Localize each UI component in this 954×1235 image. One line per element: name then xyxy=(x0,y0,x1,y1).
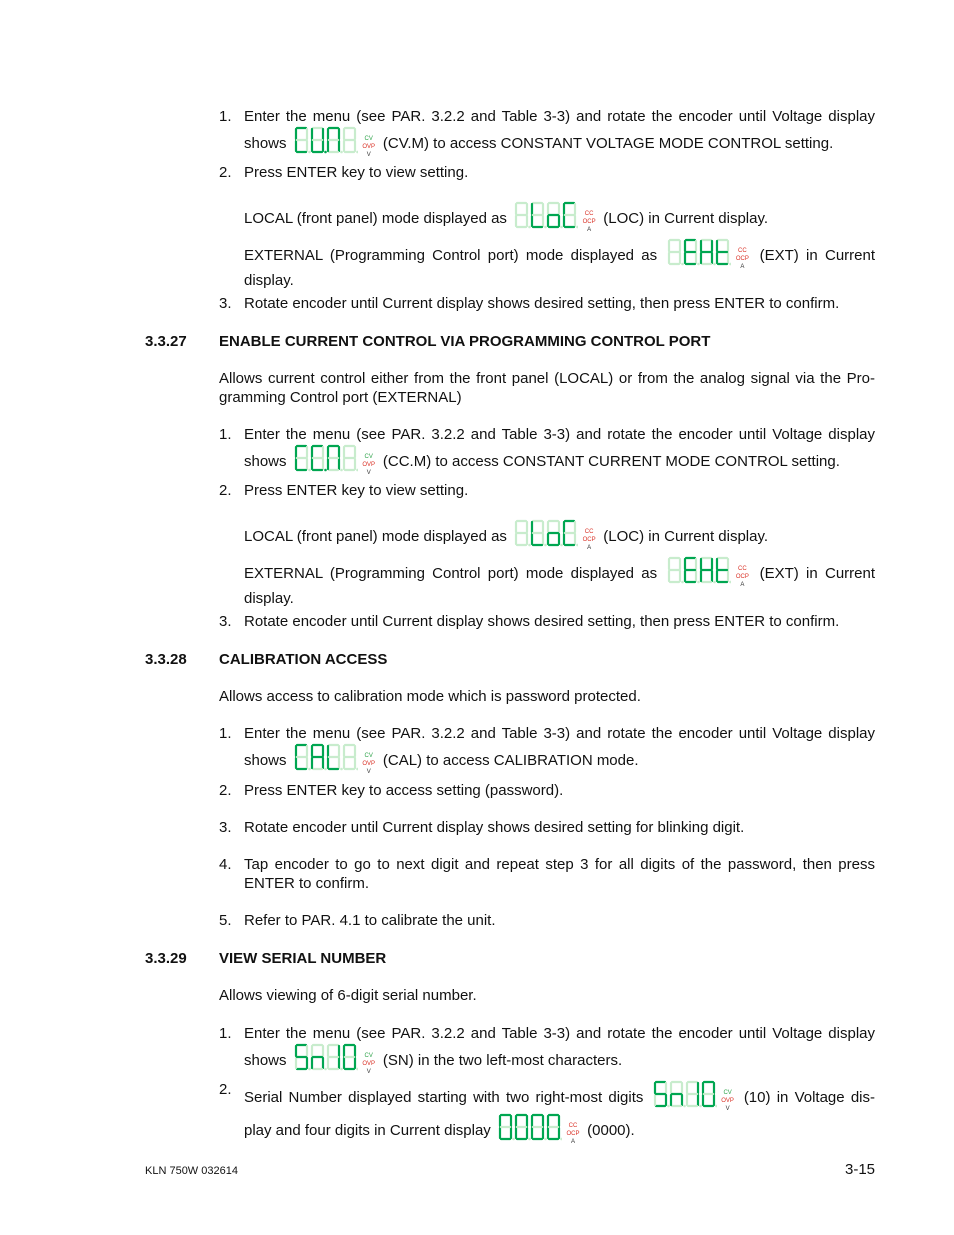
step-number: 1. xyxy=(219,1025,232,1042)
step-number: 3. xyxy=(219,295,232,312)
current-display-ext xyxy=(667,556,731,584)
step-text: Rotate encoder until Current display shows desired setting, then press ENTER to confirm. xyxy=(244,613,840,630)
voltage-indicator-labels: CV OVP V xyxy=(362,1053,376,1075)
step-1 xyxy=(219,1024,875,1076)
step-number: 3. xyxy=(219,613,232,630)
current-display-ext xyxy=(667,238,731,266)
external-mode-line: EXTERNAL (Programming Control port) mode displayed as CC OCP A (EXT) in Current display. xyxy=(244,238,875,290)
voltage-display-sn xyxy=(294,1043,358,1071)
step-number: 1. xyxy=(219,108,232,125)
step-text: Enter the menu (see PAR. 3.2.2 and Table 3-3) and rotate the encoder until Voltage display shows CV OVP V (CAL) to access CALIBRATION mode. xyxy=(244,725,875,775)
local-mode-line: LOCAL (front panel) mode displayed as CC OCP A (LOC) in Current display. xyxy=(244,519,875,552)
step-number: 1. xyxy=(219,426,232,443)
section-title: VIEW SERIAL NUMBER xyxy=(219,950,387,967)
step-3 xyxy=(219,294,875,313)
current-indicator-labels: CC OCP A xyxy=(735,248,749,270)
section-number: 3.3.29 xyxy=(145,950,187,967)
external-mode-line: EXTERNAL (Programming Control port) mode displayed as CC OCP A (EXT) in Current display. xyxy=(244,556,875,608)
step-text: Refer to PAR. 4.1 to calibrate the unit. xyxy=(244,912,496,929)
voltage-indicator-labels: CV OVP V xyxy=(362,136,376,158)
section-title: CALIBRATION ACCESS xyxy=(219,651,388,668)
step-number: 4. xyxy=(219,856,232,873)
voltage-display-ccm xyxy=(294,444,358,472)
step-number: 2. xyxy=(219,782,232,799)
section-intro: Allows current control either from the front panel (LOCAL) or from the analog signal via the Pro-gramming Control port (EXTERNAL) xyxy=(219,370,875,406)
current-display-loc xyxy=(514,519,578,547)
step-number: 3. xyxy=(219,819,232,836)
voltage-display-cal xyxy=(294,743,358,771)
step-text: Enter the menu (see PAR. 3.2.2 and Table 3-3) and rotate the encoder until Voltage display shows CV OVP V (CC.M) to access CONSTANT CURRENT MODE CONTROL setting. xyxy=(244,426,875,476)
section-title: ENABLE CURRENT CONTROL VIA PROGRAMMING CONTROL PORT xyxy=(219,333,711,350)
current-indicator-labels: CC OCP A xyxy=(735,566,749,588)
step-text: Serial Number displayed starting with two right-most digits CV OVP V (10) in Voltage dis-play and four digits in Current display CC OCP A (0000). xyxy=(244,1080,875,1146)
step-number: 2. xyxy=(219,482,232,499)
step-number: 1. xyxy=(219,725,232,742)
step-2 xyxy=(219,163,875,182)
voltage-indicator-labels: CV OVP V xyxy=(362,753,376,775)
step-2 xyxy=(219,781,875,800)
step-text: Press ENTER key to access setting (password). xyxy=(244,782,564,799)
step-text: Rotate encoder until Current display shows desired setting for blinking digit. xyxy=(244,819,745,836)
current-indicator-labels: CC OCP A xyxy=(566,1123,580,1145)
local-mode-line: LOCAL (front panel) mode displayed as CC OCP A (LOC) in Current display. xyxy=(244,201,875,234)
voltage-indicator-labels: CV OVP V xyxy=(362,454,376,476)
step-4 xyxy=(219,855,875,893)
current-indicator-labels: CC OCP A xyxy=(582,211,596,233)
current-indicator-labels: CC OCP A xyxy=(582,529,596,551)
step-text: Rotate encoder until Current display shows desired setting, then press ENTER to confirm. xyxy=(244,295,840,312)
step-1 xyxy=(219,425,875,477)
step-text: Enter the menu (see PAR. 3.2.2 and Table 3-3) and rotate the encoder until Voltage display shows CV OVP V (CV.M) to access CONSTANT VOLTAGE MODE CONTROL setting. xyxy=(244,108,875,158)
voltage-display-sn10 xyxy=(653,1080,717,1108)
step-1 xyxy=(219,107,875,159)
step-number: 5. xyxy=(219,912,232,929)
section-intro: Allows access to calibration mode which is password protected. xyxy=(219,688,641,705)
step-3 xyxy=(219,612,875,631)
page-number: 3-15 xyxy=(845,1161,876,1178)
step-3 xyxy=(219,818,875,837)
step-text: Press ENTER key to view setting. xyxy=(244,482,469,499)
section-number: 3.3.28 xyxy=(145,651,187,668)
step-text: Tap encoder to go to next digit and repeat step 3 for all digits of the password, then press ENTER to confirm. xyxy=(244,856,875,892)
step-number: 2. xyxy=(219,1081,232,1098)
step-2 xyxy=(219,1080,875,1146)
section-number: 3.3.27 xyxy=(145,333,187,350)
step-5 xyxy=(219,911,875,930)
step-1 xyxy=(219,724,875,776)
current-display-zeros xyxy=(498,1113,562,1141)
section-intro: Allows viewing of 6-digit serial number. xyxy=(219,987,477,1004)
step-text: Press ENTER key to view setting. xyxy=(244,164,469,181)
step-2 xyxy=(219,481,875,500)
voltage-display-cvm xyxy=(294,126,358,154)
current-display-loc xyxy=(514,201,578,229)
footer-doc-id: KLN 750W 032614 xyxy=(145,1165,238,1177)
voltage-indicator-labels: CV OVP V xyxy=(721,1090,734,1112)
step-number: 2. xyxy=(219,164,232,181)
step-text: Enter the menu (see PAR. 3.2.2 and Table 3-3) and rotate the encoder until Voltage display shows CV OVP V (SN) in the two left-most characters. xyxy=(244,1025,875,1075)
